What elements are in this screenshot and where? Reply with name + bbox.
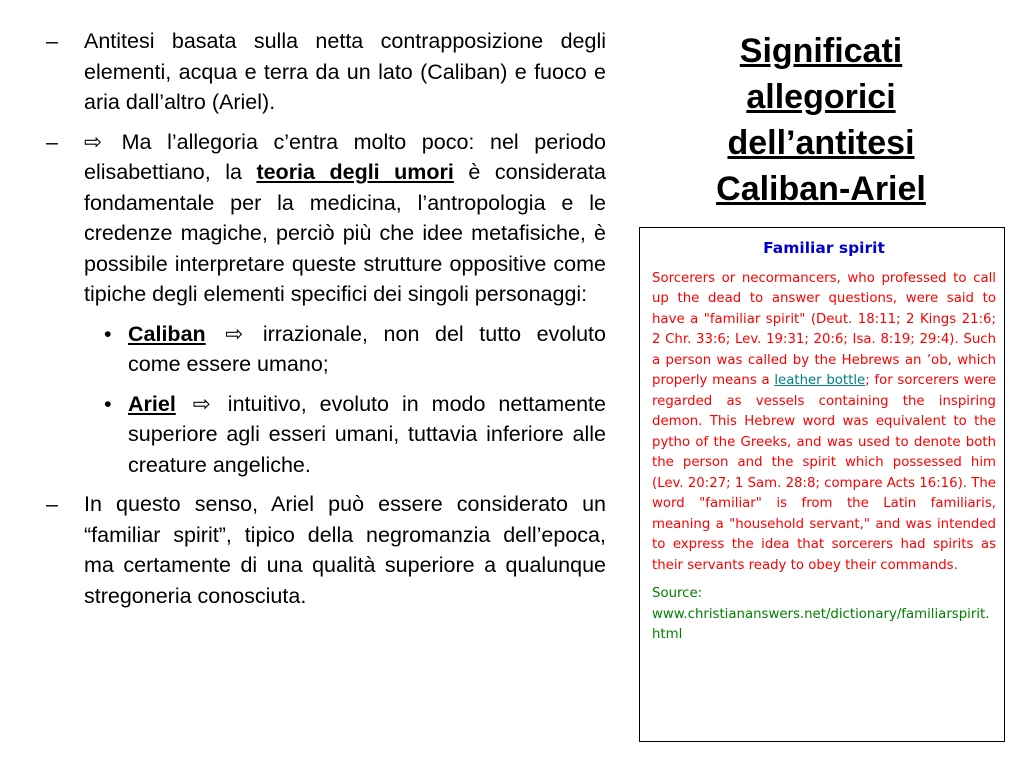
dash-bullet: – <box>46 29 58 53</box>
paragraph-text: Antitesi basata sulla netta contrapposizione degli elementi, acqua e terra da un lato (Caliban) e fuoco e aria dall’altro (Ariel). <box>84 29 606 114</box>
bullet-ariel <box>104 389 606 481</box>
dash-bullet: – <box>46 492 58 516</box>
bullet-icon: • <box>104 391 112 416</box>
box-title: Familiar spirit <box>763 239 885 257</box>
arrow-icon: ⇨ <box>225 321 244 346</box>
bullet-caliban <box>104 319 606 380</box>
teoria-degli-umori-term: teoria degli umori <box>256 160 454 184</box>
arrow-icon: ⇨ <box>84 129 103 154</box>
source-label: Source: <box>652 586 703 601</box>
title-line: allegorici <box>746 78 896 116</box>
caliban-label: Caliban <box>128 321 206 346</box>
ariel-description: intuitivo, evoluto in modo nettamente superiore agli esseri umani, tuttavia inferiore alle creature angeliche. <box>128 391 606 477</box>
box-body: Sorcerers or necormancers, who professed to call up the dead to answer questions, were said to have a "familiar spirit" (Deut. 18:11; 2 Kings 21:6; 2 Chr. 33:6; Lev. 19:31; 20:6; Isa. 8:19; 29:4). Such a person was called by the Hebrews an ’ob, which properly means a leather bottle; for sorcerers were regarded as vessels containing the inspiring demon. This Hebrew word was equivalent to the pytho of the Greeks, and was used to denote both the person and the spirit which possessed him (Lev. 20:27; 1 Sam. 28:8; compare Acts 16:16). The word "familiar" is from the Latin familiaris, meaning a "household servant," and was intended to express the idea that sorcerers had spirits as their servants ready to obey their commands. <box>652 270 997 573</box>
paragraph-2 <box>46 127 606 310</box>
familiar-spirit-box <box>639 227 1005 742</box>
paragraph-3 <box>46 489 606 611</box>
title-line: Significati <box>739 32 903 70</box>
box-source <box>652 584 996 646</box>
page-title <box>636 28 1006 212</box>
title-line: dell’antitesi <box>727 124 915 162</box>
main-text <box>46 26 606 611</box>
paragraph-1 <box>46 26 606 118</box>
leather-bottle-link[interactable]: leather bottle <box>774 373 866 388</box>
ariel-label: Ariel <box>128 391 176 416</box>
title-line: Caliban-Ariel <box>716 170 926 208</box>
dash-bullet: – <box>46 129 58 154</box>
paragraph-text: Ma l’allegoria c’entra molto poco: nel periodo elisabettiano, la <box>84 129 606 184</box>
caliban-description: irrazionale, non del tutto evoluto come essere umano; <box>128 321 606 376</box>
arrow-icon: ⇨ <box>192 391 211 416</box>
paragraph-text: è considerata fondamentale per la medicina, l’antropologia e le credenze magiche, perciò più che idee metafisiche, è possibile interpretare queste strutture oppositive come tipiche degli elementi specifici dei singoli personaggi: <box>84 160 606 306</box>
paragraph-text: In questo senso, Ariel può essere considerato un “familiar spirit”, tipico della negromanzia dell’epoca, ma certamente di una qualità superiore a qualunque stregoneria conosciuta. <box>84 492 606 608</box>
bullet-icon: • <box>104 321 112 346</box>
source-url: www.christiananswers.net/dictionary/familiarspirit.html <box>652 606 990 642</box>
